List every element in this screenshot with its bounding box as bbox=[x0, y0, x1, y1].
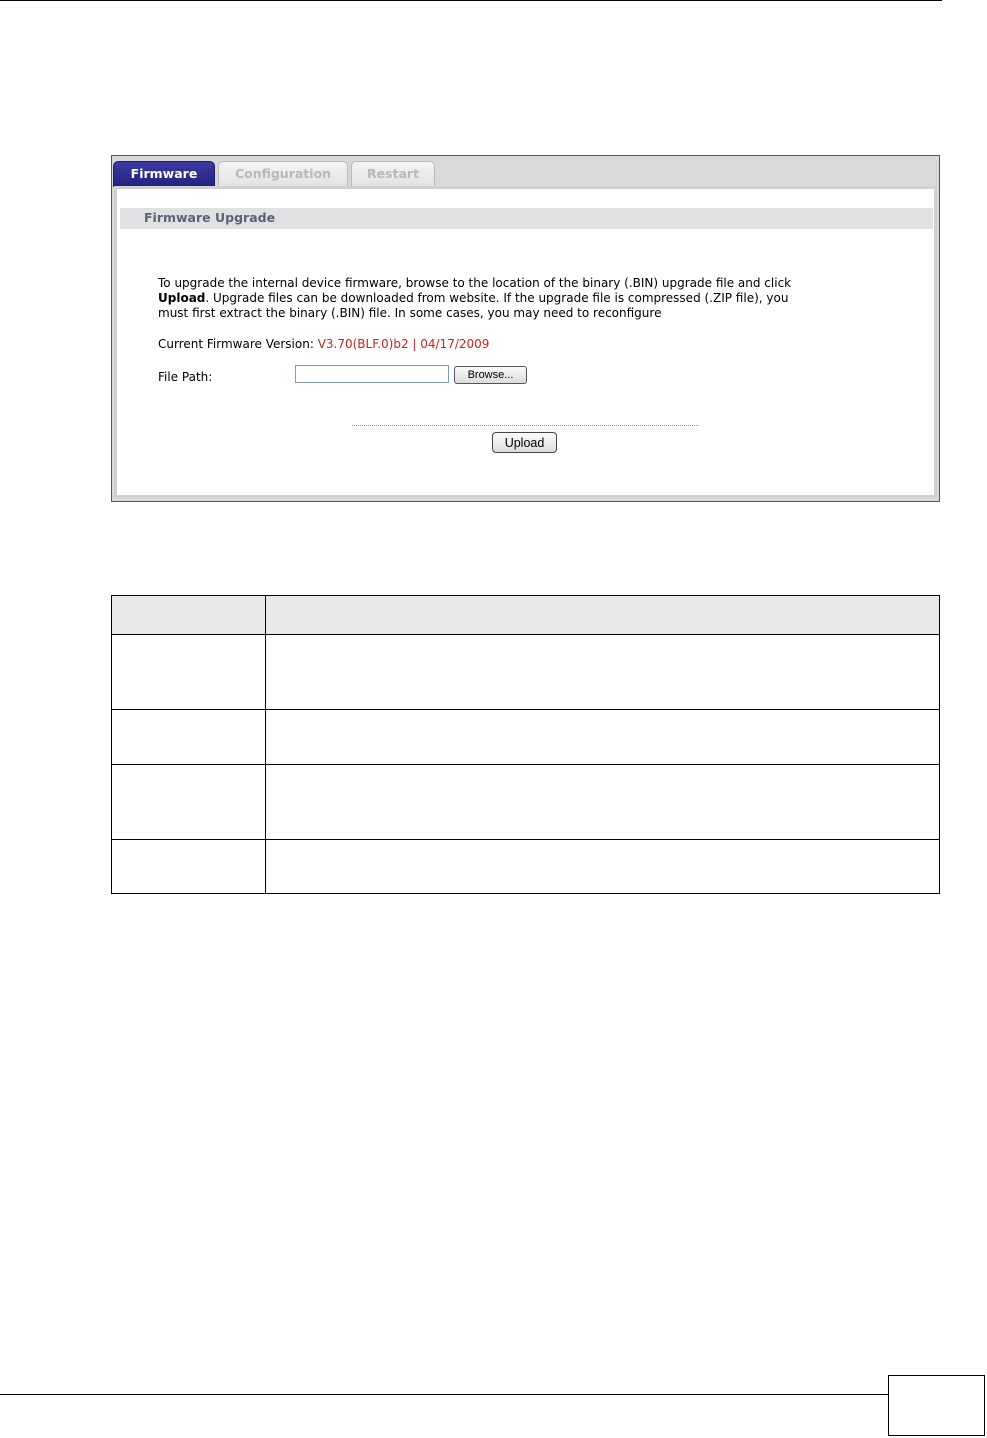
tab-configuration[interactable]: Configuration bbox=[218, 161, 348, 187]
table-cell bbox=[112, 710, 266, 765]
page-number-box bbox=[888, 1375, 985, 1436]
table-row bbox=[112, 710, 940, 765]
table-row bbox=[112, 765, 940, 840]
table-cell bbox=[266, 765, 940, 840]
table-cell bbox=[266, 635, 940, 710]
section-header bbox=[120, 208, 933, 229]
footer-rule bbox=[0, 1394, 888, 1395]
tab-firmware[interactable]: Firmware bbox=[113, 161, 215, 187]
section-title: Firmware Upgrade bbox=[144, 210, 276, 225]
table-cell bbox=[112, 840, 266, 894]
divider bbox=[352, 425, 699, 426]
firmware-version-value: V3.70(BLF.0)b2 | 04/17/2009 bbox=[317, 337, 490, 351]
tab-bar bbox=[112, 159, 939, 189]
description-line-1: To upgrade the internal device firmware, browse to the location of the binary (.BIN) upgrade file and click bbox=[158, 276, 792, 290]
browse-button[interactable]: Browse... bbox=[454, 366, 527, 384]
firmware-version-row bbox=[158, 337, 489, 351]
table-row bbox=[112, 840, 940, 894]
firmware-version-label: Current Firmware Version: bbox=[158, 337, 318, 351]
description-upload-word: Upload bbox=[158, 291, 206, 305]
table-cell bbox=[112, 765, 266, 840]
firmware-panel bbox=[114, 186, 937, 498]
table-cell bbox=[112, 635, 266, 710]
tab-restart[interactable]: Restart bbox=[351, 161, 435, 187]
header-rule bbox=[0, 0, 942, 1]
upload-button[interactable]: Upload bbox=[492, 432, 557, 453]
description-line-2: . Upgrade files can be downloaded from website. If the upgrade file is compressed (.ZIP file), you bbox=[205, 291, 789, 305]
table-cell bbox=[266, 710, 940, 765]
file-path-label: File Path: bbox=[158, 370, 213, 384]
description-line-3: must first extract the binary (.BIN) file. In some cases, you may need to reconfigure bbox=[158, 306, 662, 320]
table-header-description bbox=[266, 596, 940, 635]
table-header-label bbox=[112, 596, 266, 635]
firmware-screenshot bbox=[111, 155, 940, 502]
table-cell bbox=[266, 840, 940, 894]
file-path-input[interactable] bbox=[295, 365, 449, 383]
reference-table bbox=[111, 595, 940, 894]
table-row bbox=[112, 635, 940, 710]
table-header-row bbox=[112, 596, 940, 635]
upgrade-description bbox=[158, 276, 878, 321]
